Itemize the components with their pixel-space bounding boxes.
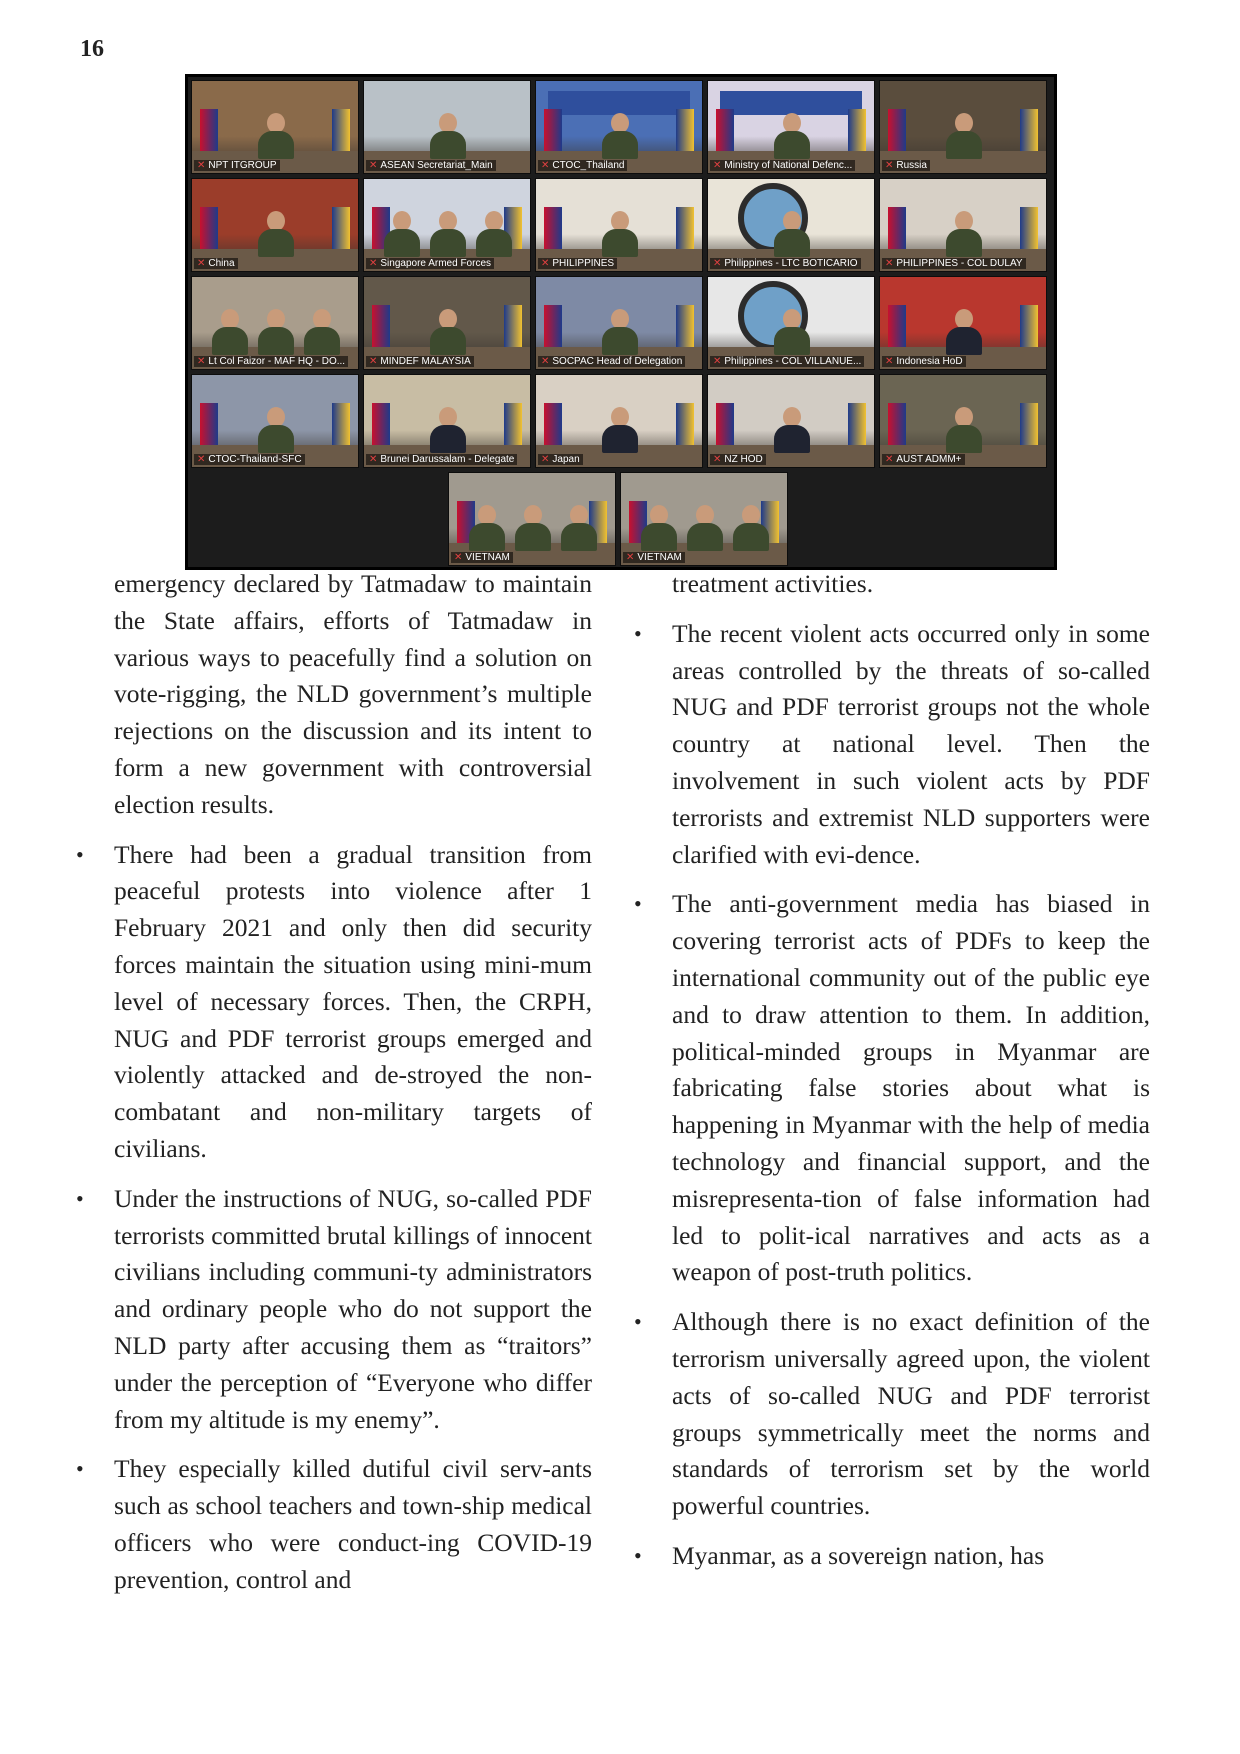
- flag-icon: [1020, 305, 1038, 349]
- video-tile: [879, 178, 1047, 272]
- muted-mic-icon: ✕: [369, 160, 378, 171]
- participant-figure: [602, 211, 638, 257]
- participant-name-label: ✕ Singapore Armed Forces: [366, 258, 494, 269]
- left-bullet-list: [76, 837, 592, 1599]
- participant-name-label: ✕ NZ HOD: [710, 454, 766, 465]
- participant-figure: [602, 113, 638, 159]
- video-tile: [620, 472, 788, 566]
- list-item: • Although there is no exact definition of the terrorism universally agreed upon, the violent acts of so-called NUG and PDF terrorist groups symmetrically meet the norms and standards of terrorism set by the world powerful countries.: [672, 1304, 1150, 1525]
- participant-name-label: ✕ Ministry of National Defenc...: [710, 160, 855, 171]
- video-tile: [191, 80, 359, 174]
- bullet-icon: •: [634, 1542, 642, 1568]
- video-tile: [448, 472, 616, 566]
- participant-name-label: ✕ Japan: [538, 454, 583, 465]
- participant-figure: [258, 113, 294, 159]
- participant-name-label: ✕ PHILIPPINES - COL DULAY: [882, 258, 1026, 269]
- participant-figure: [384, 211, 420, 257]
- participant-figure: [774, 113, 810, 159]
- video-tile: [191, 178, 359, 272]
- participant-figure: [602, 309, 638, 355]
- bullet-icon: •: [634, 620, 642, 646]
- participant-figure: [641, 505, 677, 551]
- muted-mic-icon: ✕: [369, 258, 378, 269]
- video-conference-screenshot: [185, 74, 1057, 570]
- video-tile: [191, 276, 359, 370]
- muted-mic-icon: ✕: [197, 160, 206, 171]
- video-tile: [363, 276, 531, 370]
- flag-icon: [200, 207, 218, 251]
- participant-figure: [946, 309, 982, 355]
- flag-icon: [372, 403, 390, 447]
- video-tile: [879, 374, 1047, 468]
- left-column: [76, 566, 592, 1612]
- video-tile: [707, 276, 875, 370]
- list-item: • The recent violent acts occurred only in some areas controlled by the threats of so-called NUG and PDF terrorist groups not the whole country at national level. Then the involvement in such violent acts by PDF terrorists and extremist NLD supporters were clarified with evi-dence.: [672, 616, 1150, 874]
- participant-figure: [946, 113, 982, 159]
- list-item: • The anti-government media has biased in covering terrorist acts of PDFs to keep the international community out of the public eye and to draw attention to them. In addition, political-minded groups in Myanmar are fabricating false stories about what is happening in Myanmar with the help of media technology and financial support, and the misrepresenta-tion of false information had led to polit-ical narratives and acts as a weapon of post-truth politics.: [672, 886, 1150, 1291]
- participant-name-label: ✕ Brunei Darussalam - Delegate: [366, 454, 517, 465]
- muted-mic-icon: ✕: [369, 356, 378, 367]
- flag-icon: [372, 305, 390, 349]
- flag-icon: [716, 109, 734, 153]
- video-tile: [535, 374, 703, 468]
- flag-icon: [676, 305, 694, 349]
- participant-figure: [430, 211, 466, 257]
- participant-figure: [430, 309, 466, 355]
- flag-icon: [544, 109, 562, 153]
- flag-icon: [676, 109, 694, 153]
- flag-icon: [888, 207, 906, 251]
- participant-name-label: ✕ ASEAN Secretariat_Main: [366, 160, 496, 171]
- flag-icon: [200, 403, 218, 447]
- list-item: • Under the instructions of NUG, so-called PDF terrorists committed brutal killings of innocent civilians including communi-ty administrators and ordinary people who do not support the NLD party after accusing them as “traitors” under the perception of “Everyone who differ from my altitude is my enemy”.: [114, 1181, 592, 1439]
- flag-icon: [848, 403, 866, 447]
- video-tile: [191, 374, 359, 468]
- muted-mic-icon: ✕: [369, 454, 378, 465]
- muted-mic-icon: ✕: [713, 258, 722, 269]
- muted-mic-icon: ✕: [626, 552, 635, 563]
- flag-icon: [332, 109, 350, 153]
- participant-figure: [476, 211, 512, 257]
- participant-figure: [946, 211, 982, 257]
- muted-mic-icon: ✕: [713, 356, 722, 367]
- flag-icon: [1020, 109, 1038, 153]
- list-item: • They especially killed dutiful civil serv-ants such as school teachers and town-ship medical officers who were conduct-ing COVID-19 prevention, control and: [114, 1451, 592, 1598]
- participant-figure: [733, 505, 769, 551]
- participant-figure: [258, 407, 294, 453]
- muted-mic-icon: ✕: [885, 160, 894, 171]
- muted-mic-icon: ✕: [885, 356, 894, 367]
- participant-name-label: ✕ CTOC-Thailand-SFC: [194, 454, 305, 465]
- video-tile: [363, 178, 531, 272]
- flag-icon: [544, 207, 562, 251]
- muted-mic-icon: ✕: [713, 160, 722, 171]
- participant-figure: [602, 407, 638, 453]
- muted-mic-icon: ✕: [885, 454, 894, 465]
- participant-figure: [774, 309, 810, 355]
- participant-name-label: ✕ Lt Col Faizor - MAF HQ - DO...: [194, 356, 348, 367]
- participant-name-label: ✕ China: [194, 258, 238, 269]
- flag-icon: [888, 305, 906, 349]
- left-intro-paragraph: emergency declared by Tatmadaw to maintain the State affairs, efforts of Tatmadaw in various ways to peacefully find a solution on vote-rigging, the NLD government’s multiple rejections on the discussion and its intent to form a new government with controversial election results.: [114, 569, 592, 819]
- video-tile: [363, 374, 531, 468]
- participant-name-label: ✕ VIETNAM: [451, 552, 513, 563]
- flag-icon: [716, 403, 734, 447]
- participant-figure: [258, 309, 294, 355]
- flag-icon: [544, 305, 562, 349]
- participant-figure: [946, 407, 982, 453]
- participant-figure: [687, 505, 723, 551]
- participant-figure: [515, 505, 551, 551]
- flag-icon: [504, 305, 522, 349]
- video-tile: [707, 80, 875, 174]
- flag-icon: [676, 403, 694, 447]
- bullet-icon: •: [634, 891, 642, 917]
- participant-name-label: ✕ Indonesia HoD: [882, 356, 966, 367]
- participant-name-label: ✕ AUST ADMM+: [882, 454, 965, 465]
- video-tile: [535, 80, 703, 174]
- flag-icon: [888, 109, 906, 153]
- muted-mic-icon: ✕: [197, 356, 206, 367]
- participant-name-label: ✕ Russia: [882, 160, 930, 171]
- list-item: • Myanmar, as a sovereign nation, has: [672, 1538, 1150, 1575]
- bullet-icon: •: [634, 1309, 642, 1335]
- participant-figure: [430, 407, 466, 453]
- flag-icon: [332, 403, 350, 447]
- participant-name-label: ✕ NPT ITGROUP: [194, 160, 280, 171]
- bullet-icon: •: [76, 841, 84, 867]
- flag-icon: [1020, 207, 1038, 251]
- muted-mic-icon: ✕: [541, 356, 550, 367]
- bullet-icon: •: [76, 1185, 84, 1211]
- video-tile: [535, 276, 703, 370]
- participant-name-label: ✕ VIETNAM: [623, 552, 685, 563]
- video-tile: [363, 80, 531, 174]
- right-bullet-list: [634, 616, 1150, 1575]
- meeting-banner: [548, 91, 690, 115]
- video-tile: [535, 178, 703, 272]
- flag-icon: [200, 109, 218, 153]
- video-tile: [707, 178, 875, 272]
- muted-mic-icon: ✕: [713, 454, 722, 465]
- participant-name-label: ✕ SOCPAC Head of Delegation: [538, 356, 685, 367]
- muted-mic-icon: ✕: [885, 258, 894, 269]
- flag-icon: [848, 109, 866, 153]
- video-tile: [707, 374, 875, 468]
- muted-mic-icon: ✕: [541, 258, 550, 269]
- flag-icon: [1020, 403, 1038, 447]
- muted-mic-icon: ✕: [454, 552, 463, 563]
- bullet-icon: •: [76, 1456, 84, 1482]
- participant-figure: [469, 505, 505, 551]
- participant-figure: [561, 505, 597, 551]
- participant-figure: [430, 113, 466, 159]
- video-tile: [879, 80, 1047, 174]
- flag-icon: [332, 207, 350, 251]
- muted-mic-icon: ✕: [541, 160, 550, 171]
- list-item: • There had been a gradual transition from peaceful protests into violence after 1 February 2021 and only then did security forces maintain the situation using mini-mum level of necessary forces. Then, the CRPH, NUG and PDF terrorist groups emerged and violently attacked and de-stroyed the non-combatant and non-military targets of civilians.: [114, 837, 592, 1168]
- flag-icon: [504, 403, 522, 447]
- participant-figure: [774, 407, 810, 453]
- participant-figure: [212, 309, 248, 355]
- participant-figure: [258, 211, 294, 257]
- flag-icon: [544, 403, 562, 447]
- video-tile: [879, 276, 1047, 370]
- participant-figure: [774, 211, 810, 257]
- right-column: [634, 566, 1150, 1588]
- muted-mic-icon: ✕: [197, 454, 206, 465]
- meeting-banner: [720, 91, 862, 115]
- flag-icon: [888, 403, 906, 447]
- participant-name-label: ✕ Philippines - LTC BOTICARIO: [710, 258, 861, 269]
- participant-name-label: ✕ MINDEF MALAYSIA: [366, 356, 474, 367]
- muted-mic-icon: ✕: [197, 258, 206, 269]
- participant-name-label: ✕ CTOC_Thailand: [538, 160, 627, 171]
- flag-icon: [676, 207, 694, 251]
- participant-figure: [304, 309, 340, 355]
- page-number: 16: [80, 36, 104, 62]
- right-intro-paragraph: treatment activities.: [672, 569, 874, 598]
- muted-mic-icon: ✕: [541, 454, 550, 465]
- participant-name-label: ✕ PHILIPPINES: [538, 258, 617, 269]
- participant-name-label: ✕ Philippines - COL VILLANUE...: [710, 356, 864, 367]
